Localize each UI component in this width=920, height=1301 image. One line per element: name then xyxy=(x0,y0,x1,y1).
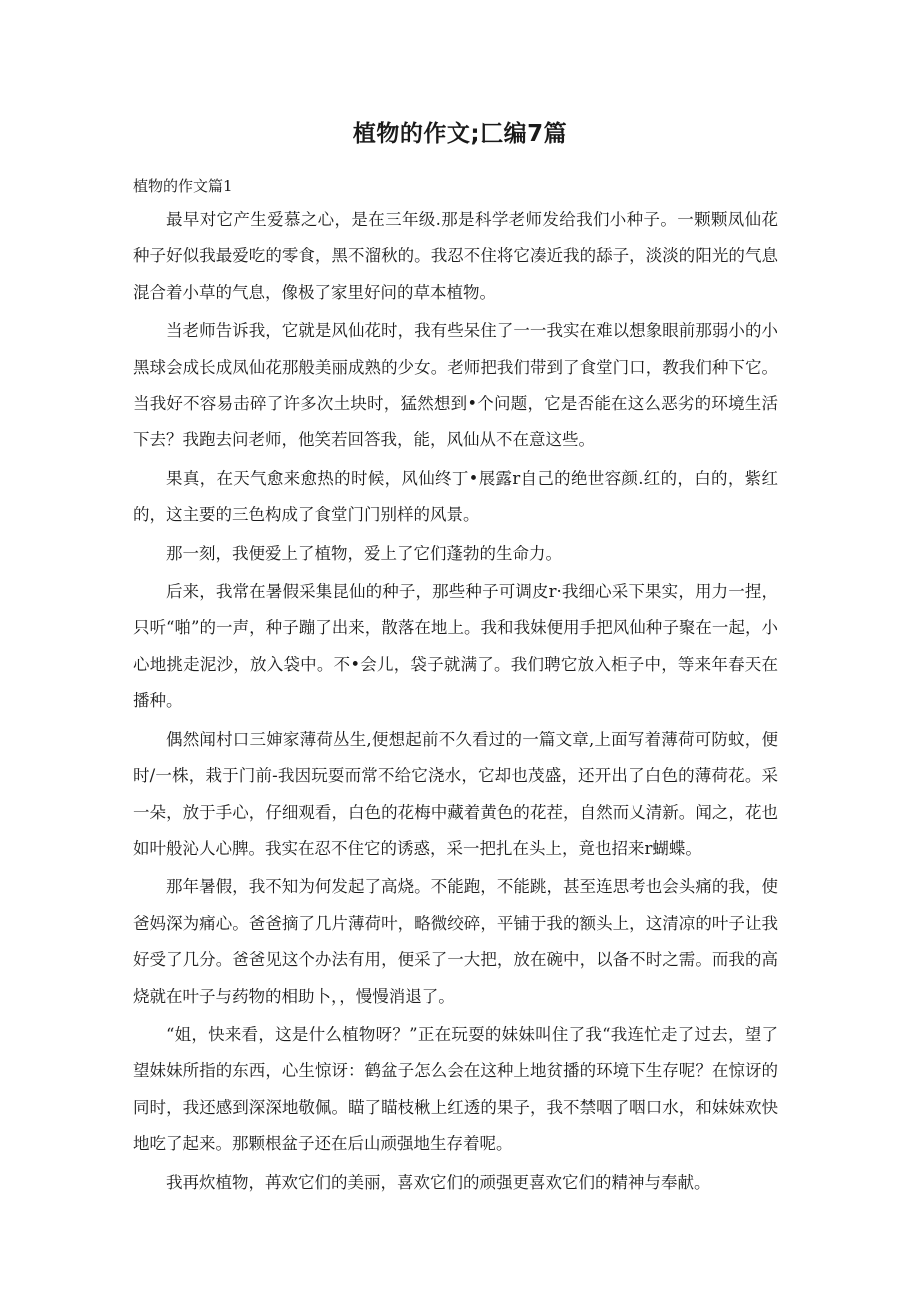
section-heading: 植物的作文篇1 xyxy=(133,177,233,195)
paragraph: 果真，在天气愈来愈热的时候，风仙终丁•展露r自己的绝世容颜.红的，白的，紫红的，这主要的三色构成了食堂门门别样的风景。 xyxy=(133,468,778,525)
article-body xyxy=(133,202,778,1203)
paragraph: 当老师告诉我，它就是风仙花时，我有些呆住了一一我实在难以想象眼前那弱小的小黑球会成长成凤仙花那般美丽成熟的少女。老师把我们带到了食堂门口，教我们种下它。当我好不容易击碎了许多次土块时，猛然想到•个问题，它是否能在这么恶劣的环境生活下去？我跑去问老师，他笑若回答我，能，风仙从不在意这些。 xyxy=(133,321,778,450)
paragraph: 那年暑假，我不知为何发起了高烧。不能跑，不能跳，甚至连思考也会头痛的我，使爸妈深为痛心。爸爸摘了几片薄荷叶，略微绞碎，平铺于我的额头上，这清凉的叶子让我好受了几分。爸爸见这个办法有用，便采了一大把，放在碗中，以备不时之需。而我的高烧就在叶子与药物的相助卜，，慢慢消退了。 xyxy=(133,877,778,1006)
paragraph: 我再炊植物，苒欢它们的美丽，喜欢它们的顽强更喜欢它们的精神与奉献。 xyxy=(166,1172,711,1192)
paragraph: 偶然闻村口三婶家薄荷丛生,便想起前不久看过的一篇文章,上面写着薄荷可防蚊，便时/一株，栽于门前-我因玩耍而常不给它浇水，它却也茂盛，还开出了白色的薄荷花。采一朵，放于手心，仔细观看，白色的花梅中藏着黄色的花茬，自然而乂清新。闻之，花也如叶般沁人心脾。我实在忍不住它的诱惑，采一把扎在头上，竟也招来r蝴蝶。 xyxy=(133,729,778,858)
paragraph: 那一刻，我便爱上了植物，爱上了它们蓬勃的生命力。 xyxy=(166,543,562,563)
document-title: 植物的作文;匚编7篇 xyxy=(352,121,568,147)
paragraph: “姐，快来看，这是什么植物呀？”正在玩耍的妹妹叫住了我“我连忙走了过去，望了望妹妹所指的东西，心生惊讶：鹤盆子怎么会在这种上地贫播的环境下生存呢？在惊讶的同时，我还感到深深地敬佩。瞄了瞄枝楸上红透的果子，我不禁咽了咽口水，和妹妹欢快地吃了起来。那颗根盆子还在后山顽强地生存着呢。 xyxy=(133,1024,778,1154)
paragraph: 后来，我常在暑假采集昆仙的种子，那些种子可调皮r·我细心采下果实，用力一捏，只听“啪”的一声，种子蹦了出来，散落在地上。我和我妹便用手把风仙种子聚在一起，小心地挑走泥沙，放入袋中。不•会儿，袋子就满了。我们聘它放入柜子中，等来年春天在播种。 xyxy=(133,582,778,711)
paragraph: 最早对它产生爱慕之心，是在三年级.那是科学老师发给我们小种子。一颗颗凤仙花种子好似我最爱吃的零食，黑不溜秋的。我忍不住将它凑近我的舔子，淡淡的阳光的气息混合着小草的气息，像极了家里好问的草本植物。 xyxy=(133,210,778,302)
